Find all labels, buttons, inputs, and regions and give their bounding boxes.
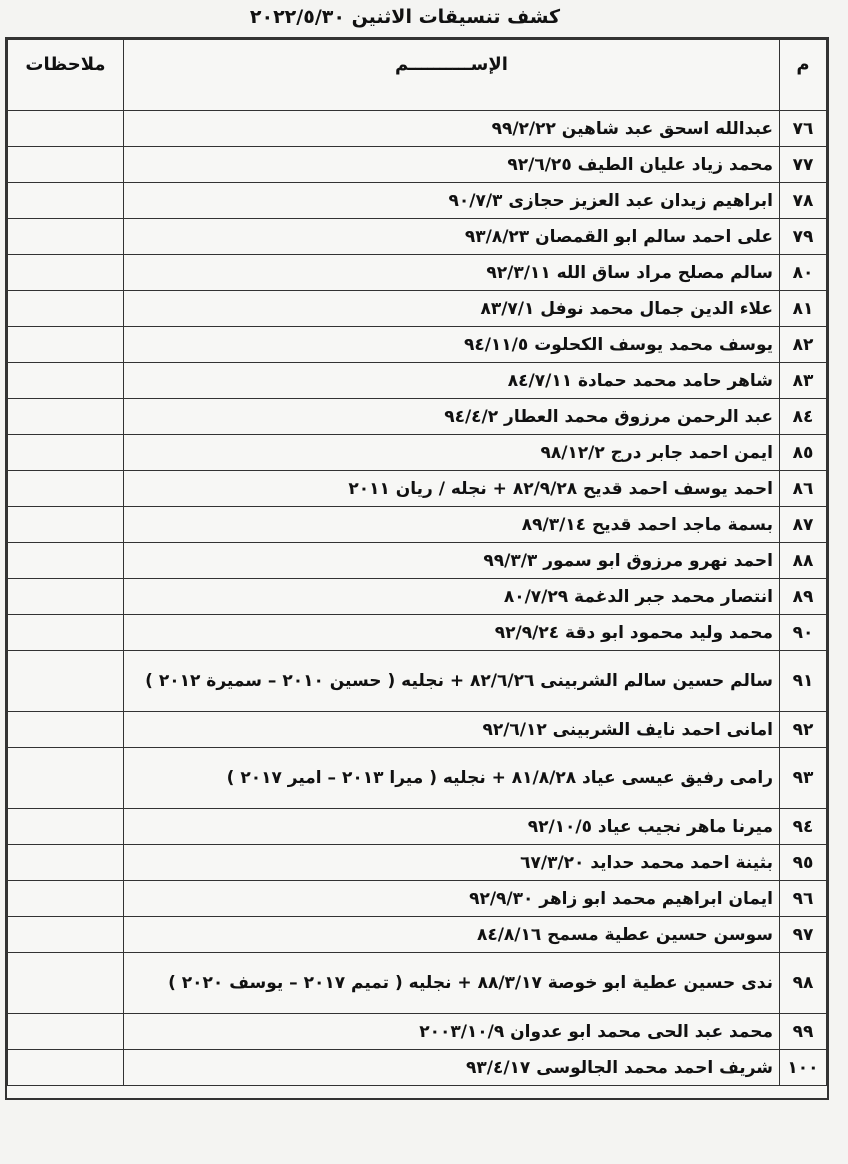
table-row bbox=[8, 471, 827, 507]
row-notes bbox=[8, 615, 124, 651]
row-number: ٩٣ bbox=[780, 748, 827, 809]
row-notes bbox=[8, 111, 124, 147]
table-row bbox=[8, 748, 827, 809]
table-row bbox=[8, 1014, 827, 1050]
table-row bbox=[8, 712, 827, 748]
row-number: ٩٢ bbox=[780, 712, 827, 748]
row-name: ايمان ابراهيم محمد ابو زاهر ٩٢/٩/٣٠ bbox=[124, 881, 780, 917]
row-number: ٩٤ bbox=[780, 809, 827, 845]
table-row bbox=[8, 219, 827, 255]
row-notes bbox=[8, 219, 124, 255]
roster-body bbox=[8, 111, 827, 1086]
row-name: بثينة احمد محمد حدايد ٦٧/٣/٢٠ bbox=[124, 845, 780, 881]
table-row bbox=[8, 111, 827, 147]
row-name: محمد زياد عليان الطيف ٩٢/٦/٢٥ bbox=[124, 147, 780, 183]
table-row bbox=[8, 435, 827, 471]
row-number: ٩٠ bbox=[780, 615, 827, 651]
row-number: ٨٠ bbox=[780, 255, 827, 291]
row-name: انتصار محمد جبر الدغمة ٨٠/٧/٢٩ bbox=[124, 579, 780, 615]
row-number: ٨٢ bbox=[780, 327, 827, 363]
row-number: ٧٨ bbox=[780, 183, 827, 219]
table-header-row bbox=[8, 40, 827, 111]
row-notes bbox=[8, 881, 124, 917]
header-name: الإســــــــــم bbox=[124, 40, 780, 111]
row-number: ٩٩ bbox=[780, 1014, 827, 1050]
table-row bbox=[8, 255, 827, 291]
row-name: بسمة ماجد احمد قديح ٨٩/٣/١٤ bbox=[124, 507, 780, 543]
row-number: ٩١ bbox=[780, 651, 827, 712]
row-number: ٨٥ bbox=[780, 435, 827, 471]
row-number: ٩٥ bbox=[780, 845, 827, 881]
row-name: شريف احمد محمد الجالوسى ٩٣/٤/١٧ bbox=[124, 1050, 780, 1086]
row-notes bbox=[8, 435, 124, 471]
row-name: سوسن حسين عطية مسمح ٨٤/٨/١٦ bbox=[124, 917, 780, 953]
table-row bbox=[8, 881, 827, 917]
row-notes bbox=[8, 147, 124, 183]
row-notes bbox=[8, 327, 124, 363]
row-number: ٨٩ bbox=[780, 579, 827, 615]
row-number: ٨٨ bbox=[780, 543, 827, 579]
row-notes bbox=[8, 748, 124, 809]
row-name: ابراهيم زيدان عبد العزيز حجازى ٩٠/٧/٣ bbox=[124, 183, 780, 219]
table-row bbox=[8, 615, 827, 651]
row-name: ندى حسين عطية ابو خوصة ٨٨/٣/١٧ + نجليه ( تميم ٢٠١٧ – يوسف ٢٠٢٠ ) bbox=[124, 953, 780, 1014]
row-notes bbox=[8, 399, 124, 435]
row-number: ٨٤ bbox=[780, 399, 827, 435]
row-notes bbox=[8, 809, 124, 845]
row-name: امانى احمد نايف الشربينى ٩٢/٦/١٢ bbox=[124, 712, 780, 748]
row-name: سالم مصلح مراد ساق الله ٩٢/٣/١١ bbox=[124, 255, 780, 291]
table-row bbox=[8, 917, 827, 953]
table-row bbox=[8, 809, 827, 845]
row-notes bbox=[8, 712, 124, 748]
row-number: ٩٨ bbox=[780, 953, 827, 1014]
header-number: م bbox=[780, 40, 827, 111]
row-notes bbox=[8, 471, 124, 507]
row-notes bbox=[8, 1014, 124, 1050]
row-notes bbox=[8, 363, 124, 399]
row-name: ميرنا ماهر نجيب عياد ٩٢/١٠/٥ bbox=[124, 809, 780, 845]
row-notes bbox=[8, 291, 124, 327]
row-notes bbox=[8, 917, 124, 953]
row-notes bbox=[8, 651, 124, 712]
roster-table bbox=[7, 39, 827, 1086]
row-number: ٧٧ bbox=[780, 147, 827, 183]
row-name: عبد الرحمن مرزوق محمد العطار ٩٤/٤/٢ bbox=[124, 399, 780, 435]
row-name: شاهر حامد محمد حمادة ٨٤/٧/١١ bbox=[124, 363, 780, 399]
row-number: ٨٦ bbox=[780, 471, 827, 507]
row-number: ١٠٠ bbox=[780, 1050, 827, 1086]
row-name: رامى رفيق عيسى عياد ٨١/٨/٢٨ + نجليه ( ميرا ٢٠١٣ – امير ٢٠١٧ ) bbox=[124, 748, 780, 809]
row-name: يوسف محمد يوسف الكحلوت ٩٤/١١/٥ bbox=[124, 327, 780, 363]
row-name: سالم حسين سالم الشربينى ٨٢/٦/٢٦ + نجليه ( حسين ٢٠١٠ – سميرة ٢٠١٢ ) bbox=[124, 651, 780, 712]
table-row bbox=[8, 147, 827, 183]
row-name: محمد وليد محمود ابو دقة ٩٢/٩/٢٤ bbox=[124, 615, 780, 651]
row-name: احمد نهرو مرزوق ابو سمور ٩٩/٣/٣ bbox=[124, 543, 780, 579]
row-notes bbox=[8, 183, 124, 219]
row-number: ٩٦ bbox=[780, 881, 827, 917]
table-row bbox=[8, 543, 827, 579]
header-notes: ملاحظات bbox=[8, 40, 124, 111]
table-row bbox=[8, 363, 827, 399]
row-notes bbox=[8, 953, 124, 1014]
row-name: عبدالله اسحق عبد شاهين ٩٩/٢/٢٢ bbox=[124, 111, 780, 147]
row-notes bbox=[8, 543, 124, 579]
row-name: احمد يوسف احمد قديح ٨٢/٩/٢٨ + نجله / ريان ٢٠١١ bbox=[124, 471, 780, 507]
row-notes bbox=[8, 255, 124, 291]
page-title: كشف تنسيقات الاثنين ٢٠٢٢/٥/٣٠ bbox=[249, 6, 561, 28]
table-row bbox=[8, 845, 827, 881]
row-name: محمد عبد الحى محمد ابو عدوان ٢٠٠٣/١٠/٩ bbox=[124, 1014, 780, 1050]
row-notes bbox=[8, 1050, 124, 1086]
table-row bbox=[8, 579, 827, 615]
table-row bbox=[8, 1050, 827, 1086]
table-row bbox=[8, 327, 827, 363]
row-notes bbox=[8, 579, 124, 615]
row-number: ٨٧ bbox=[780, 507, 827, 543]
row-name: على احمد سالم ابو القمصان ٩٣/٨/٢٣ bbox=[124, 219, 780, 255]
table-row bbox=[8, 651, 827, 712]
row-number: ٩٧ bbox=[780, 917, 827, 953]
table-row bbox=[8, 507, 827, 543]
table-row bbox=[8, 399, 827, 435]
row-name: ايمن احمد جابر درج ٩٨/١٢/٢ bbox=[124, 435, 780, 471]
table-row bbox=[8, 183, 827, 219]
table-row bbox=[8, 953, 827, 1014]
row-number: ٧٦ bbox=[780, 111, 827, 147]
row-notes bbox=[8, 845, 124, 881]
row-number: ٨٣ bbox=[780, 363, 827, 399]
row-name: علاء الدين جمال محمد نوفل ٨٣/٧/١ bbox=[124, 291, 780, 327]
row-number: ٧٩ bbox=[780, 219, 827, 255]
row-notes bbox=[8, 507, 124, 543]
table-row bbox=[8, 291, 827, 327]
row-number: ٨١ bbox=[780, 291, 827, 327]
